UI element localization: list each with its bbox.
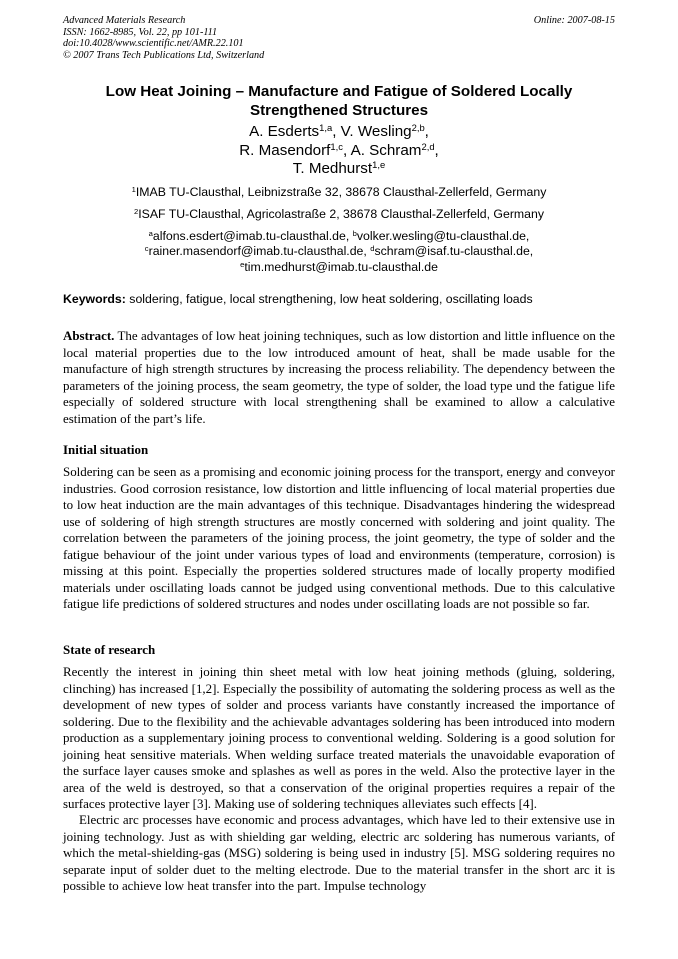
author-affiliation-mark: 2,d (421, 140, 435, 152)
author-affiliation-mark: 1,c (330, 140, 343, 152)
issn-line: ISSN: 1662-8985, Vol. 22, pp 101-111 (63, 26, 218, 38)
affiliation-text: IMAB TU-Clausthal, Leibnizstraße 32, 38678 Clausthal-Zellerfeld, Germany (135, 185, 547, 199)
doi-line: doi:10.4028/www.scientific.net/AMR.22.101 (63, 38, 244, 50)
email-mark: e (240, 259, 245, 269)
title-line-2: Strengthened Structures (249, 102, 429, 119)
section-heading-state-of-research: State of research (63, 642, 156, 657)
affiliation-2 (63, 207, 615, 222)
paragraph-state-of-research-2: Electric arc processes have economic and process advantages, which have led to their extensive use in joining technology. Just as with shielding gar welding, electric arc soldering has numerous variants, of which the metal-shielding-gas (MSG) soldering is being used in industry [5]. MSG soldering requires no separate input of solder duet to the melting electrode. Due to the material transfer in the short arc it is possible to achieve low heat transfer into the part. Impulse technology (63, 812, 615, 894)
author-name: A. Esderts (249, 123, 320, 140)
email-link[interactable]: schram@isaf.tu-clausthal.de, (374, 244, 534, 259)
keywords-text: soldering, fatigue, local strengthening, low heat soldering, oscillating loads (125, 292, 533, 306)
abstract-label: Abstract. (63, 328, 115, 343)
email-mark: d (370, 244, 375, 254)
paper-title (63, 82, 615, 120)
email-link[interactable]: rainer.masendorf@imab.tu-clausthal.de, (148, 244, 371, 259)
affiliation-number: 2 (134, 206, 139, 216)
author-name: R. Masendorf (239, 141, 331, 159)
keywords-label: Keywords: (63, 292, 126, 306)
email-link[interactable]: alfons.esdert@imab.tu-clausthal.de, (152, 229, 353, 243)
email-line-3 (63, 260, 615, 275)
email-line-1 (63, 229, 615, 244)
author-separator: , (342, 141, 351, 159)
email-link[interactable]: volker.wesling@tu-clausthal.de, (356, 229, 530, 243)
author-affiliation-mark: 1,a (319, 121, 333, 133)
author-affiliation-mark: 2,b (411, 121, 425, 133)
copyright-line: © 2007 Trans Tech Publications Ltd, Switzerland (63, 49, 265, 61)
online-date: Online: 2007-08-15 (533, 15, 615, 26)
email-link[interactable]: tim.medhurst@imab.tu-clausthal.de (244, 259, 438, 274)
author-name: A. Schram (350, 141, 422, 159)
paragraph-state-of-research-1: Recently the interest in joining thin sheet metal with low heat joining methods (gluing, soldering, clinching) has increased [1,2]. Especially the possibility of automating the soldering process as well as the development of new types of solder and process variants have constantly increased the importance of soldering. Due to the flexibility and the achievable advantages soldering has been introduced into modern production as a supplementary joining process to conventional welding. Soldering is a good solution for joining heat sensitive materials. When welding surface treated materials the unavoidable evaporation of the surface layer causes smoke and splashes as well as pores in the weld. Also the protective layer in the area of the weld is destroyed, so that a conservation of the original properties requires a repair of the surfaces protective layer [3]. Making use of soldering techniques alleviates such effects [4]. (63, 664, 615, 812)
title-line-1: Low Heat Joining – Manufacture and Fatigue of Soldered Locally (105, 83, 573, 100)
author-separator: , (332, 123, 341, 140)
author-line-2 (63, 142, 615, 161)
affiliation-text: ISAF TU-Clausthal, Agricolastraße 2, 38678 Clausthal-Zellerfeld, Germany (138, 207, 544, 221)
keywords (63, 292, 615, 307)
author-separator: , (434, 141, 439, 159)
journal-header (63, 15, 615, 61)
abstract (63, 328, 615, 427)
author-name: T. Medhurst (292, 160, 373, 177)
email-mark: a (148, 228, 153, 238)
email-line-2 (63, 244, 615, 259)
paragraph-initial-situation: Soldering can be seen as a promising and economic joining process for the transport, energy and conveyor industries. Good corrosion resistance, low distortion and little influencing of local material properties due to low heat induction are the main advantages of this technique. Disadvantages hindering the widespread use of soldering of high strength structures are mostly concerned with soldering and joint quality. The correlation between the parameters of the joining process, the joint geometry, the type of solder and the fatigue behaviour of the joint under various types of load and environments (temperature, corrosion) is missing at this point. Especially the properties soldered structures made of locally property modified materials under oscillating loads cannot be judged using conventional methods. Due to this calculative fatigue life predictions of soldered structures and nodes under oscillating loads are not possible so far. (63, 464, 615, 612)
author-list (63, 123, 615, 179)
author-affiliation-mark: 1,e (372, 158, 386, 170)
author-separator: , (424, 123, 429, 140)
author-name: V. Wesling (340, 123, 412, 140)
abstract-text: The advantages of low heat joining techniques, such as low distortion and little influence on the local material properties due to the low introduced amount of heat, shall be made usable for the manufacture of high strength structures by increasing the process reliability. The dependency between the parameters of the joining process, the seam geometry, the type of solder, the load type und the fatigue life especially of soldered structure with local strengthening shall be examined to allow a calculative estimation of the part’s life. (63, 328, 615, 426)
author-emails (63, 229, 615, 275)
email-mark: b (352, 228, 357, 238)
author-line-3 (63, 160, 615, 179)
journal-name: Advanced Materials Research (63, 15, 186, 26)
affiliation-number: 1 (131, 184, 136, 194)
author-line-1 (63, 123, 615, 142)
section-heading-initial-situation: Initial situation (63, 442, 149, 457)
affiliation-1 (63, 185, 615, 200)
email-mark: c (144, 244, 149, 254)
